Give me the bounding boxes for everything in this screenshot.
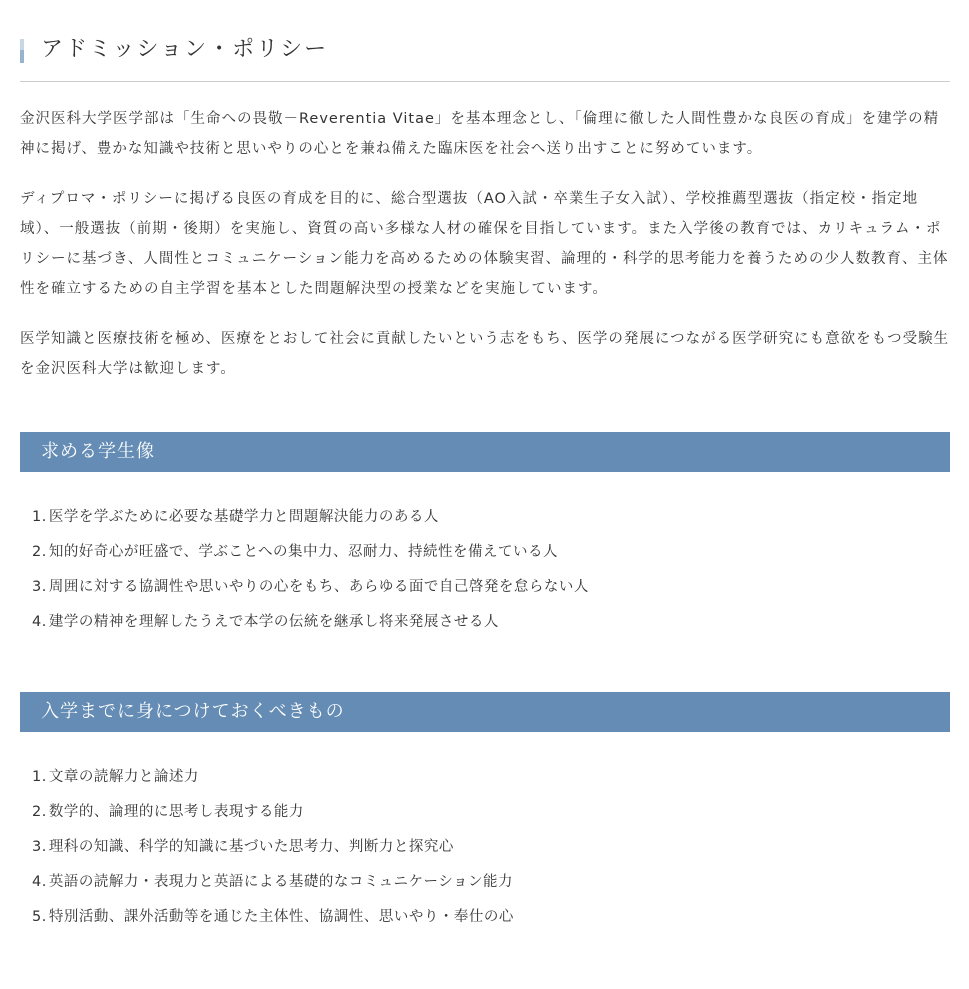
list-item: 2. 数学的、論理的に思考し表現する能力 — [32, 804, 304, 820]
list-item: 1. 文章の読解力と論述力 — [32, 769, 199, 785]
intro-paragraph: 医学知識と医療技術を極め、医療をとおして社会に貢献したいという志をもち、医学の発展につながる医学研究にも意欲をもつ受験生を金沢医科大学は歓迎します。 — [20, 331, 950, 377]
list-item: 3. 理科の知識、科学的知識に基づいた思考力、判断力と探究心 — [32, 839, 454, 855]
desired-students-list — [20, 500, 950, 640]
page-title-text: アドミッション・ポリシー — [41, 37, 329, 62]
title-divider — [20, 81, 950, 82]
section-heading-pre-enrollment-skills: 入学までに身につけておくべきもの — [20, 692, 950, 732]
intro-paragraph: ディプロマ・ポリシーに掲げる良医の育成を目的に、総合型選抜（AO入試・卒業生子女入試）、学校推薦型選抜（指定校・指定地域）、一般選抜（前期・後期）を実施し、資質の高い多様な人材の確保を目指しています。また入学後の教育では、カリキュラム・ポリシーに基づき、人間性とコミュニケーション能力を高めるための体験実習、論理的・科学的思考能力を養うための少人数教育、主体性を確立するための自主学習を基本とした問題解決型の授業などを実施しています。 — [20, 191, 949, 297]
intro-paragraph: 金沢医科大学医学部は「生命への畏敬－Reverentia Vitae」を基本理念とし、「倫理に徹した人間性豊かな良医の育成」を建学の精神に掲げ、豊かな知識や技術と思いやりの心とを兼ね備えた臨床医を社会へ送り出すことに努めています。 — [20, 111, 940, 157]
admission-policy-page — [20, 0, 950, 925]
list-item: 2. 知的好奇心が旺盛で、学ぶことへの集中力、忍耐力、持続性を備えている人 — [32, 544, 558, 560]
page-title — [20, 0, 950, 62]
list-item: 1. 医学を学ぶために必要な基礎学力と問題解決能力のある人 — [32, 509, 439, 525]
list-item: 3. 周囲に対する協調性や思いやりの心をもち、あらゆる面で自己啓発を怠らない人 — [32, 579, 589, 595]
intro-text — [20, 104, 950, 404]
list-item: 5. 特別活動、課外活動等を通じた主体性、協調性、思いやり・奉仕の心 — [32, 909, 514, 925]
pre-enrollment-skills-list — [20, 760, 950, 935]
section-heading-desired-students: 求める学生像 — [20, 432, 950, 472]
list-item: 4. 建学の精神を理解したうえで本学の伝統を継承し将来発展させる人 — [32, 614, 499, 630]
title-accent-bar — [20, 39, 24, 63]
list-item: 4. 英語の読解力・表現力と英語による基礎的なコミュニケーション能力 — [32, 874, 513, 890]
